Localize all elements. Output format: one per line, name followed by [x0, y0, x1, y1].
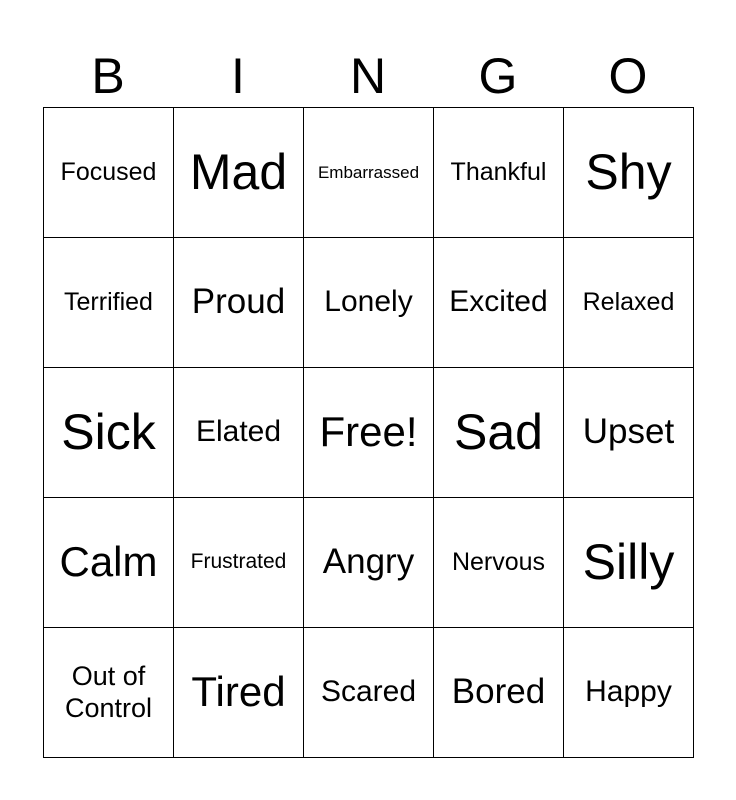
header-letter-i: I: [231, 48, 245, 104]
bingo-cell: [44, 368, 174, 498]
bingo-cell: [174, 368, 304, 498]
cell-label: Calm: [59, 538, 158, 586]
header-letter-b: B: [91, 48, 125, 104]
bingo-cell: [434, 628, 564, 758]
cell-label: Angry: [322, 542, 415, 582]
bingo-cell: [564, 498, 694, 628]
cell-label: Mad: [189, 143, 288, 200]
bingo-board: [43, 107, 694, 758]
cell-label: Embarrassed: [317, 162, 420, 182]
cell-label: Sad: [454, 403, 543, 460]
bingo-cell: [174, 108, 304, 238]
bingo-cell: [434, 498, 564, 628]
cell-label: Terrified: [64, 288, 153, 317]
cell-label: Tired: [191, 668, 286, 716]
bingo-cell: [434, 368, 564, 498]
bingo-cell: [564, 108, 694, 238]
header-letter-o: O: [608, 48, 648, 104]
cell-label: Proud: [191, 282, 286, 322]
cell-label: Frustrated: [190, 550, 287, 574]
bingo-cell: [564, 628, 694, 758]
cell-label: Sick: [61, 403, 156, 460]
bingo-cell: [304, 108, 434, 238]
cell-label: Excited: [449, 285, 548, 319]
bingo-cell: [174, 498, 304, 628]
bingo-cell: [564, 238, 694, 368]
cell-label: Free!: [319, 408, 418, 456]
cell-label: Silly: [582, 533, 675, 590]
header-letter-n: N: [349, 48, 387, 104]
bingo-cell: [564, 368, 694, 498]
bingo-header: [43, 44, 693, 108]
cell-label: Bored: [451, 672, 546, 712]
cell-label: Scared: [320, 675, 417, 709]
cell-label: Thankful: [450, 158, 547, 187]
bingo-cell: [44, 238, 174, 368]
bingo-cell: [434, 238, 564, 368]
bingo-cell: [304, 368, 434, 498]
bingo-cell: [44, 628, 174, 758]
bingo-cell: [174, 628, 304, 758]
cell-label: Relaxed: [582, 288, 675, 317]
bingo-cell: [304, 628, 434, 758]
bingo-cell: [174, 238, 304, 368]
bingo-cell: [434, 108, 564, 238]
cell-label: Lonely: [324, 285, 413, 319]
cell-label: Happy: [585, 675, 672, 709]
cell-label: Focused: [60, 158, 157, 187]
bingo-cell: [44, 108, 174, 238]
cell-label: Elated: [195, 415, 282, 449]
cell-label: Shy: [585, 143, 672, 200]
header-letter-g: G: [478, 48, 518, 104]
bingo-cell: [304, 498, 434, 628]
bingo-cell: [44, 498, 174, 628]
cell-label: Out of Control: [64, 661, 153, 723]
cell-label: Nervous: [451, 548, 546, 577]
cell-label: Upset: [582, 412, 675, 452]
bingo-cell: [304, 238, 434, 368]
